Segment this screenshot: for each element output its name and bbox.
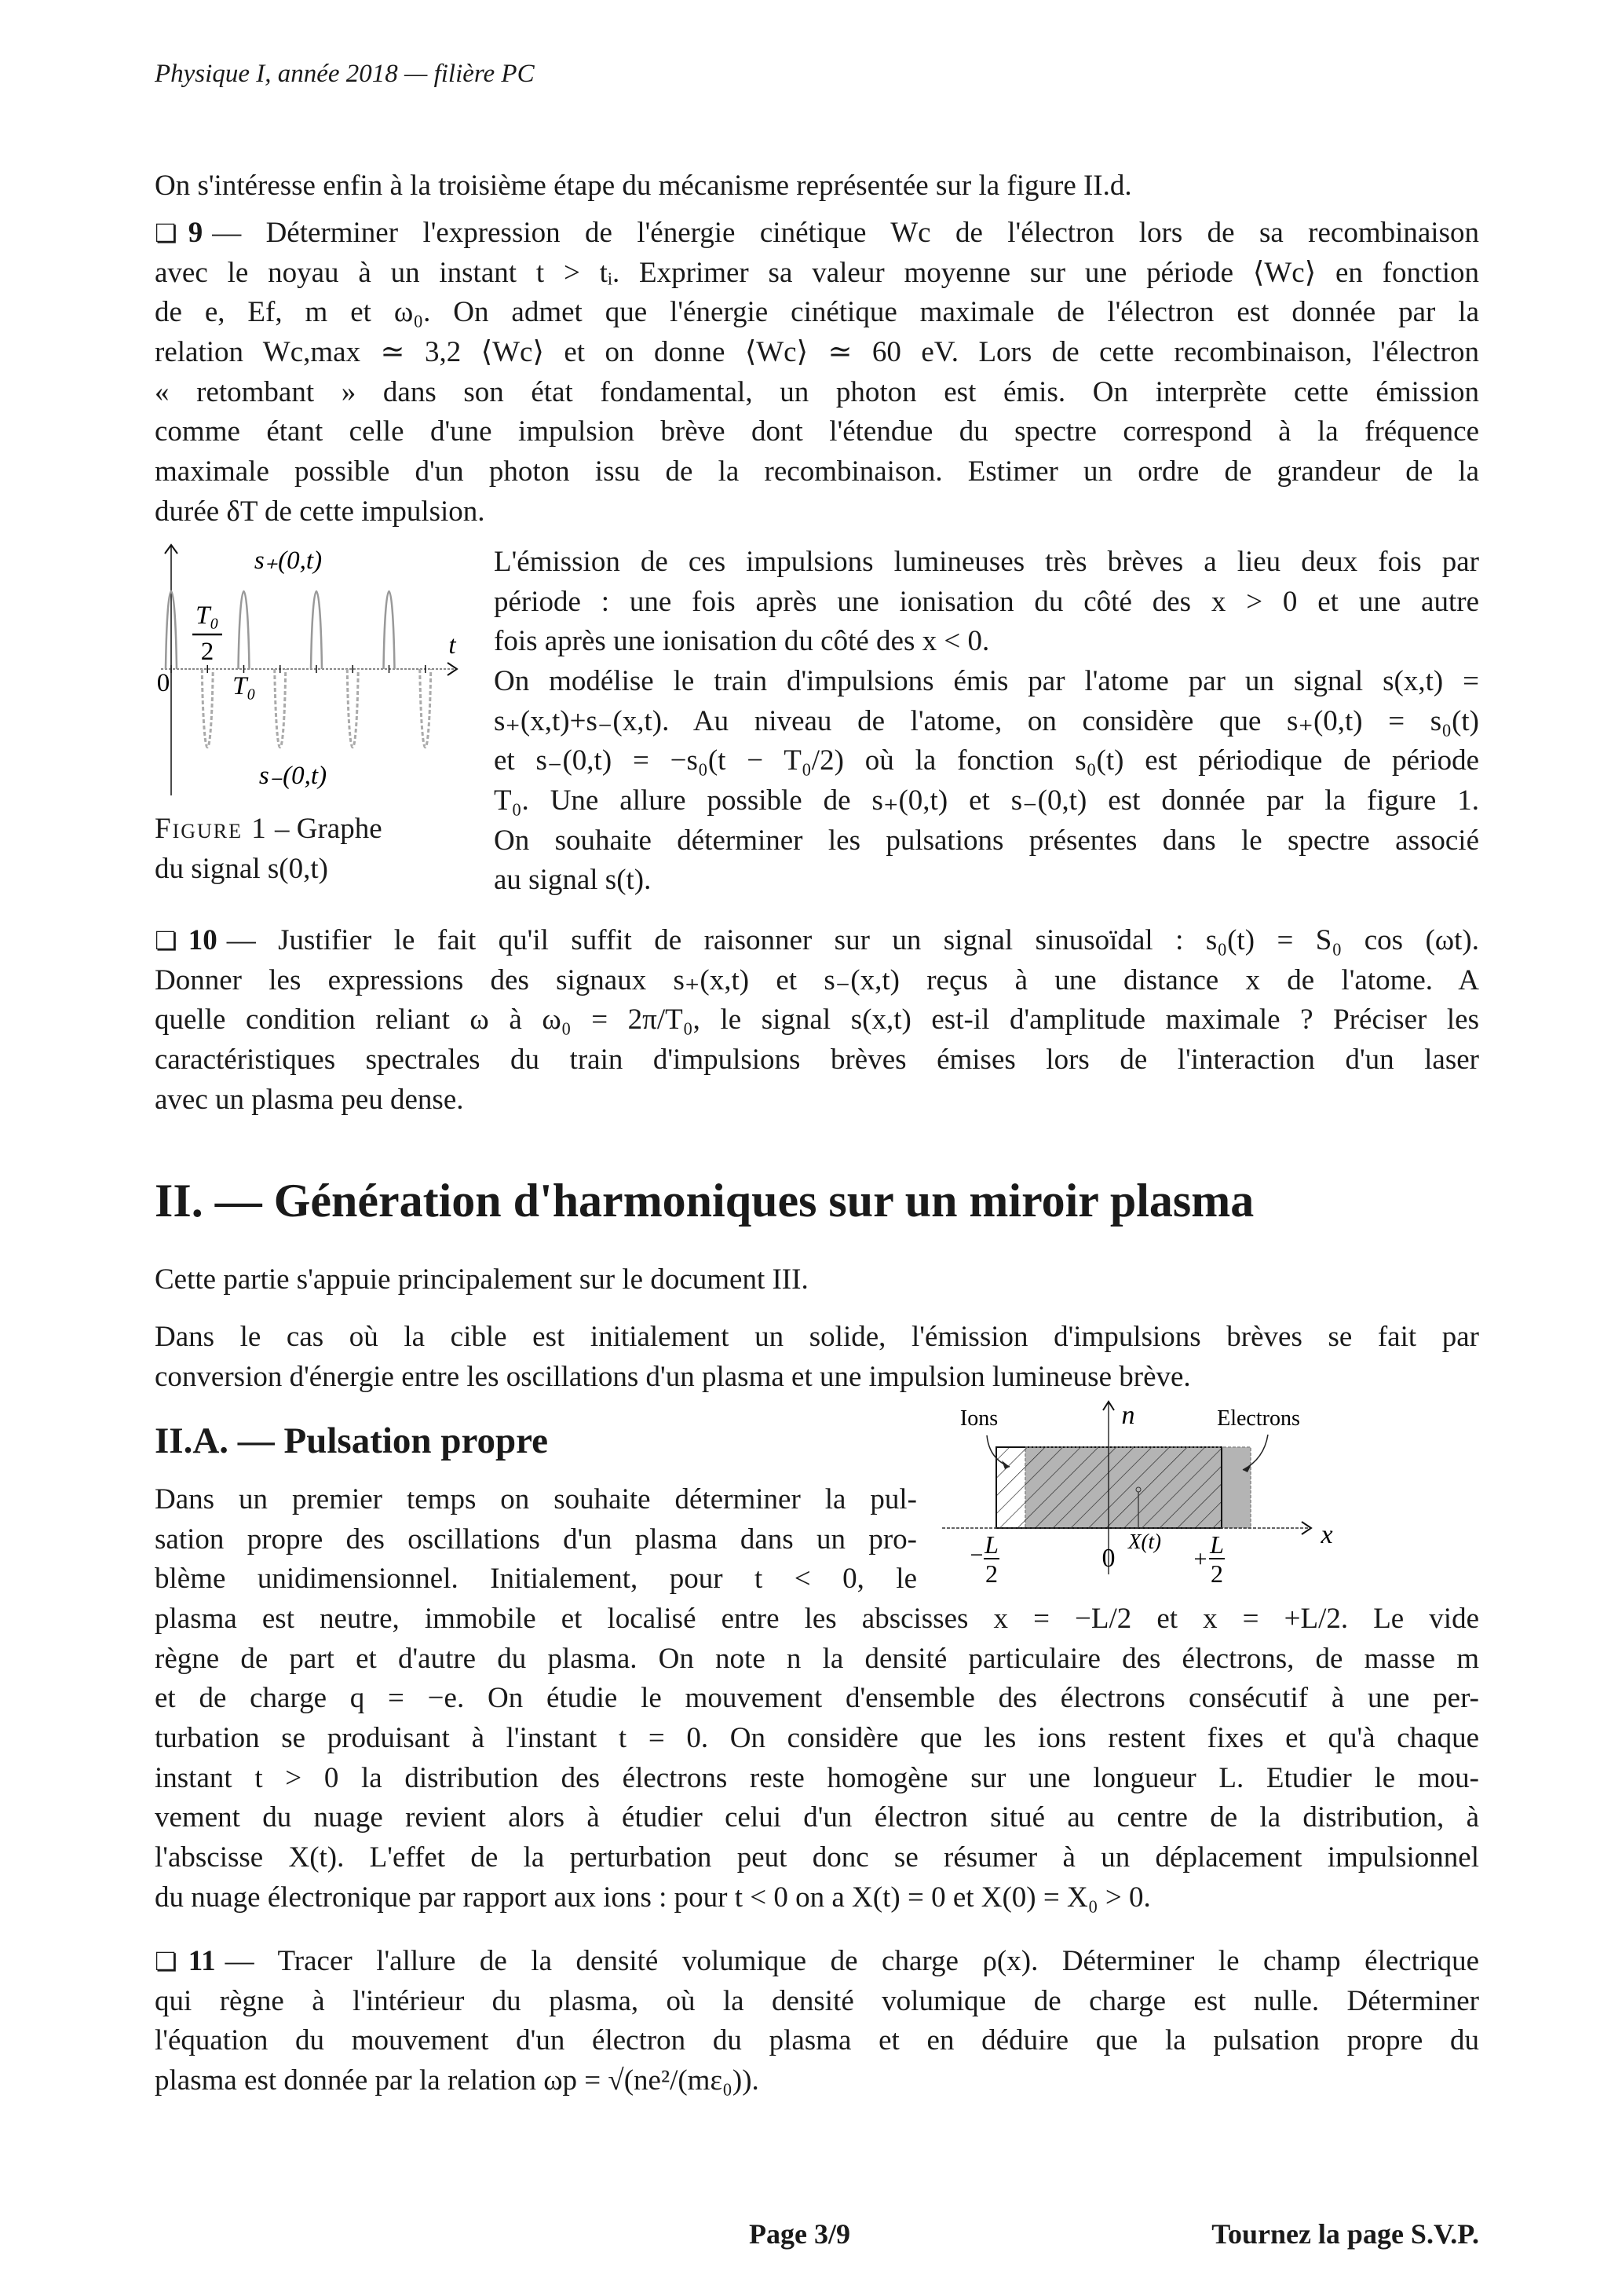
- question-9: [155, 214, 1479, 532]
- period-label: T₀: [232, 672, 256, 700]
- text-line: [155, 921, 1479, 961]
- text-line: règne de part et d'autre du plasma. On note n la densité particulaire des électrons, de masse m: [155, 1642, 1479, 1675]
- paragraph-narrow: [155, 1480, 917, 1600]
- text-line: comme étant celle d'une impulsion brève dont l'étendue du spectre correspond à la fréquence: [155, 415, 1479, 448]
- question-text: — Déterminer l'expression de l'énergie cinétique Wc de l'électron lors de sa recombinaison: [212, 217, 1479, 249]
- question-number: 11: [188, 1945, 216, 1977]
- text-line: du nuage électronique par rapport aux ions : pour t < 0 on a X(t) = 0 et X(0) = X₀ > 0.: [155, 1881, 1151, 1914]
- text-line: durée δT de cette impulsion.: [155, 495, 485, 528]
- text-line: On modélise le train d'impulsions émis par l'atome par un signal s(x,t) =: [494, 665, 1479, 697]
- s-plus-label: s₊(0,t): [254, 547, 323, 575]
- paragraph-full: [155, 1600, 1479, 1918]
- x-axis-label: x: [1321, 1520, 1333, 1549]
- caption-line-2: du signal s(0,t): [155, 853, 328, 885]
- turn-page-note: Tournez la page S.V.P.: [1211, 2218, 1479, 2250]
- figure-side-paragraph-1: [494, 543, 1479, 662]
- question-10: [155, 921, 1479, 1120]
- x-of-t-label: X(t): [1128, 1530, 1161, 1553]
- origin-label: 0: [156, 669, 170, 697]
- page-number: Page 3/9: [749, 2218, 850, 2250]
- text-line: qui règne à l'intérieur du plasma, où la densité volumique de charge est nulle. Déterminer: [155, 1984, 1479, 2017]
- text-line: plasma est neutre, immobile et localisé entre les abscisses x = −L/2 et x = +L/2. Le vide: [155, 1603, 1479, 1635]
- running-header: Physique I, année 2018 — filière PC: [155, 60, 535, 88]
- text-line: Donner les expressions des signaux s₊(x,t) et s₋(x,t) reçus à une distance x de l'atome. A: [155, 963, 1479, 996]
- text-line: turbation se produisant à l'instant t = 0. On considère que les ions restent fixes et qu'à chaque: [155, 1722, 1479, 1755]
- minus-l-denominator: 2: [985, 1559, 998, 1588]
- question-number: 10: [188, 924, 217, 956]
- text-line: Dans un premier temps on souhaite déterminer la pul-: [155, 1483, 917, 1515]
- question-text: — Justifier le fait qu'il suffit de raisonner sur un signal sinusoïdal : s₀(t) = S₀ cos (ωt).: [226, 924, 1479, 956]
- text-line: blème unidimensionnel. Initialement, pour t < 0, le: [155, 1563, 917, 1596]
- intro-paragraph: [155, 166, 1479, 207]
- plus-l-numerator: L: [1210, 1530, 1224, 1559]
- caption-text: – Graphe: [267, 813, 382, 845]
- text-line: sation propre des oscillations d'un plasma dans un pro-: [155, 1523, 917, 1556]
- figure-1-caption: [155, 809, 469, 889]
- question-text: — Tracer l'allure de la densité volumique de charge ρ(x). Déterminer le champ électrique: [225, 1945, 1479, 1977]
- text-line: conversion d'énergie entre les oscillations d'un plasma et une impulsion lumineuse brève.: [155, 1360, 1191, 1393]
- text-line: s₊(x,t)+s₋(x,t). Au niveau de l'atome, on considère que s₊(0,t) = s₀(t): [494, 704, 1479, 737]
- electrons-label: Electrons: [1217, 1406, 1300, 1431]
- text-line: On s'intéresse enfin à la troisième étape du mécanisme représentée sur la figure II.d.: [155, 170, 1132, 202]
- figure-2-plasma-diagram: [934, 1398, 1484, 1602]
- text-line: Cette partie s'appuie principalement sur le document III.: [155, 1263, 809, 1296]
- text-line: l'équation du mouvement d'un électron du plasma et en déduire que la pulsation propre du: [155, 2024, 1479, 2057]
- question-checkbox-icon: ❏: [155, 1947, 177, 1976]
- positive-pulse: [239, 591, 250, 669]
- question-checkbox-icon: ❏: [155, 926, 177, 956]
- question-11: [155, 1942, 1479, 2101]
- subsection-title: II.A. — Pulsation propre: [155, 1420, 548, 1461]
- plus-l-denominator: 2: [1211, 1559, 1223, 1588]
- n-axis-label: n: [1121, 1401, 1135, 1430]
- section-paragraph-2: [155, 1318, 1479, 1397]
- text-line: caractéristiques spectrales du train d'impulsions brèves émises lors de l'interaction d'un laser: [155, 1044, 1479, 1077]
- text-line: L'émission de ces impulsions lumineuses très brèves a lieu deux fois par: [494, 546, 1479, 578]
- text-line: T₀. Une allure possible de s₊(0,t) et s₋(0,t) est donnée par la figure 1.: [494, 784, 1479, 817]
- s-minus-label: s₋(0,t): [258, 762, 327, 790]
- section-title: II. — Génération d'harmoniques sur un miroir plasma: [155, 1175, 1255, 1227]
- text-line: et de charge q = −e. On étudie le mouvement d'ensemble des électrons consécutif à une per-: [155, 1682, 1479, 1715]
- text-line: au signal s(t).: [494, 864, 652, 897]
- negative-pulse: [275, 669, 286, 748]
- text-line: fois après une ionisation du côté des x < 0.: [494, 625, 990, 658]
- caption-label: Figure 1: [155, 813, 268, 845]
- half-period-numerator: T₀: [195, 601, 219, 630]
- question-checkbox-icon: ❏: [155, 218, 177, 248]
- figure-side-paragraph-2: [494, 662, 1479, 901]
- text-line: « retombant » dans son état fondamental, un photon est émis. On interprète cette émission: [155, 375, 1479, 408]
- text-line: plasma est donnée par la relation ωp = √(ne²/(mε₀)).: [155, 2064, 759, 2097]
- origin-label: 0: [1101, 1544, 1116, 1573]
- figure-1-graph: [149, 534, 479, 801]
- text-line: [155, 1942, 1479, 1982]
- text-line: relation Wc,max ≃ 3,2 ⟨Wc⟩ et on donne ⟨Wc⟩ ≃ 60 eV. Lors de cette recombinaison, l'électron: [155, 336, 1479, 369]
- text-line: maximale possible d'un photon issu de la recombinaison. Estimer un ordre de grandeur de la: [155, 455, 1479, 488]
- ions-label: Ions: [959, 1406, 999, 1431]
- negative-pulse: [420, 669, 431, 748]
- text-line: avec le noyau à un instant t > tᵢ. Exprimer sa valeur moyenne sur une période ⟨Wc⟩ en fonction: [155, 256, 1479, 289]
- minus-l-numerator: L: [985, 1530, 999, 1559]
- text-line: On souhaite déterminer les pulsations présentes dans le spectre associé: [494, 824, 1479, 857]
- text-line: avec un plasma peu dense.: [155, 1083, 464, 1116]
- text-line: instant t > 0 la distribution des électrons reste homogène sur une longueur L. Etudier le mou-: [155, 1761, 1479, 1794]
- positive-pulse: [311, 591, 322, 669]
- half-period-denominator: 2: [200, 638, 214, 666]
- text-line: quelle condition reliant ω à ω₀ = 2π/T₀, le signal s(x,t) est-il d'amplitude maximale ? Préciser les: [155, 1004, 1479, 1036]
- plus-sign: +: [1193, 1546, 1207, 1572]
- t-axis-label: t: [448, 631, 456, 660]
- text-line: de e, Ef, m et ω₀. On admet que l'énergie cinétique maximale de l'électron est donnée par la: [155, 296, 1479, 329]
- text-line: période : une fois après une ionisation du côté des x > 0 et une autre: [494, 585, 1479, 618]
- negative-pulse: [202, 669, 213, 748]
- positive-pulse: [384, 591, 395, 669]
- text-line: vement du nuage revient alors à étudier celui d'un électron situé au centre de la distribution, à: [155, 1801, 1479, 1834]
- section-paragraph-1: [155, 1260, 1479, 1300]
- text-line: [155, 214, 1479, 254]
- text-line: l'abscisse X(t). L'effet de la perturbation peut donc se résumer à un déplacement impulsionnel: [155, 1841, 1479, 1874]
- text-line: et s₋(0,t) = −s₀(t − T₀/2) où la fonction s₀(t) est périodique de période: [494, 744, 1479, 777]
- text-line: Dans le cas où la cible est initialement un solide, l'émission d'impulsions brèves se fait par: [155, 1321, 1479, 1353]
- minus-sign: −: [970, 1542, 984, 1568]
- question-number: 9: [188, 217, 203, 249]
- negative-pulse: [347, 669, 358, 748]
